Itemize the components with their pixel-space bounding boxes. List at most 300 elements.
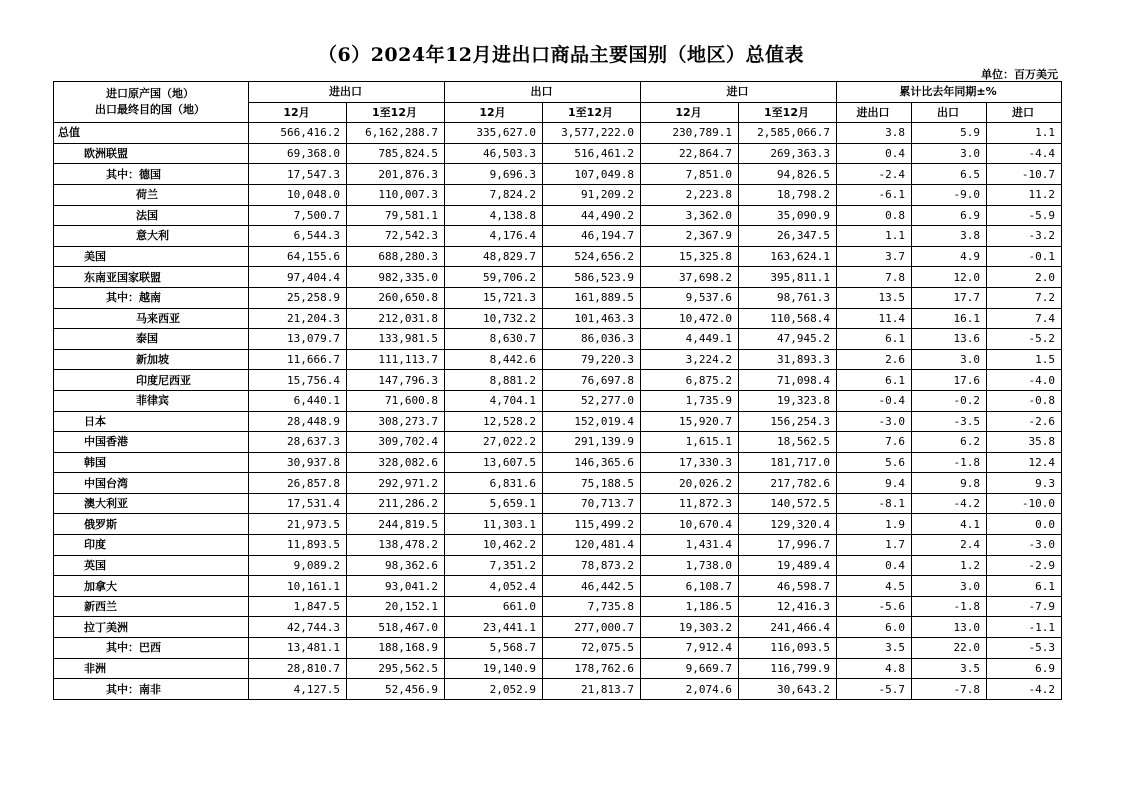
- value-cell: 31,893.3: [739, 349, 837, 370]
- row-label: 印度尼西亚: [54, 370, 249, 391]
- value-cell: 161,889.5: [543, 287, 641, 308]
- value-cell: 11,893.5: [249, 535, 347, 556]
- value-cell: -3.2: [987, 226, 1062, 247]
- value-cell: -2.9: [987, 555, 1062, 576]
- value-cell: -7.9: [987, 596, 1062, 617]
- value-cell: 22.0: [912, 638, 987, 659]
- value-cell: 7,735.8: [543, 596, 641, 617]
- value-cell: 7.4: [987, 308, 1062, 329]
- table-row: [54, 658, 1062, 679]
- value-cell: 7,912.4: [641, 638, 739, 659]
- value-cell: 661.0: [445, 596, 543, 617]
- value-cell: 2,585,066.7: [739, 123, 837, 144]
- table-row: [54, 596, 1062, 617]
- value-cell: 13.6: [912, 329, 987, 350]
- value-cell: 110,568.4: [739, 308, 837, 329]
- value-cell: 93,041.2: [347, 576, 445, 597]
- table-row: [54, 555, 1062, 576]
- value-cell: 2,223.8: [641, 184, 739, 205]
- value-cell: 16.1: [912, 308, 987, 329]
- value-cell: 1.1: [837, 226, 912, 247]
- value-cell: 15,721.3: [445, 287, 543, 308]
- value-cell: 11.2: [987, 184, 1062, 205]
- value-cell: 13,079.7: [249, 329, 347, 350]
- value-cell: 116,093.5: [739, 638, 837, 659]
- value-cell: -0.1: [987, 246, 1062, 267]
- value-cell: -7.8: [912, 679, 987, 700]
- value-cell: 217,782.6: [739, 473, 837, 494]
- trade-table: [53, 81, 1062, 700]
- value-cell: 6.0: [837, 617, 912, 638]
- value-cell: -4.2: [912, 493, 987, 514]
- value-cell: 4,704.1: [445, 390, 543, 411]
- value-cell: 3.5: [912, 658, 987, 679]
- value-cell: 46,503.3: [445, 143, 543, 164]
- value-cell: 244,819.5: [347, 514, 445, 535]
- table-row: [54, 411, 1062, 432]
- value-cell: -6.1: [837, 184, 912, 205]
- value-cell: 1,186.5: [641, 596, 739, 617]
- value-cell: 178,762.6: [543, 658, 641, 679]
- sub-header: 1至12月: [347, 102, 445, 123]
- value-cell: 19,303.2: [641, 617, 739, 638]
- value-cell: 30,643.2: [739, 679, 837, 700]
- table-row: [54, 267, 1062, 288]
- value-cell: 241,466.4: [739, 617, 837, 638]
- value-cell: 52,456.9: [347, 679, 445, 700]
- value-cell: 70,713.7: [543, 493, 641, 514]
- value-cell: 6,162,288.7: [347, 123, 445, 144]
- value-cell: -8.1: [837, 493, 912, 514]
- table-row: [54, 452, 1062, 473]
- value-cell: 9.3: [987, 473, 1062, 494]
- sub-header: 12月: [249, 102, 347, 123]
- value-cell: 19,140.9: [445, 658, 543, 679]
- value-cell: 566,416.2: [249, 123, 347, 144]
- value-cell: 129,320.4: [739, 514, 837, 535]
- value-cell: 4,052.4: [445, 576, 543, 597]
- value-cell: 1,847.5: [249, 596, 347, 617]
- value-cell: 201,876.3: [347, 164, 445, 185]
- value-cell: 147,796.3: [347, 370, 445, 391]
- value-cell: -5.6: [837, 596, 912, 617]
- value-cell: 59,706.2: [445, 267, 543, 288]
- row-label: 泰国: [54, 329, 249, 350]
- value-cell: 163,624.1: [739, 246, 837, 267]
- value-cell: 2,074.6: [641, 679, 739, 700]
- value-cell: 982,335.0: [347, 267, 445, 288]
- value-cell: 44,490.2: [543, 205, 641, 226]
- value-cell: 3.0: [912, 576, 987, 597]
- value-cell: 94,826.5: [739, 164, 837, 185]
- value-cell: 18,562.5: [739, 432, 837, 453]
- value-cell: -0.4: [837, 390, 912, 411]
- value-cell: 10,048.0: [249, 184, 347, 205]
- value-cell: 10,161.1: [249, 576, 347, 597]
- value-cell: 7,351.2: [445, 555, 543, 576]
- value-cell: 1.2: [912, 555, 987, 576]
- table-row: [54, 432, 1062, 453]
- value-cell: -5.3: [987, 638, 1062, 659]
- value-cell: -10.7: [987, 164, 1062, 185]
- value-cell: 212,031.8: [347, 308, 445, 329]
- value-cell: 12,416.3: [739, 596, 837, 617]
- value-cell: 7.6: [837, 432, 912, 453]
- row-label: 荷兰: [54, 184, 249, 205]
- value-cell: 335,627.0: [445, 123, 543, 144]
- value-cell: 35,090.9: [739, 205, 837, 226]
- row-label: 总值: [54, 123, 249, 144]
- value-cell: 3.0: [912, 143, 987, 164]
- value-cell: 6,875.2: [641, 370, 739, 391]
- value-cell: 64,155.6: [249, 246, 347, 267]
- value-cell: 0.8: [837, 205, 912, 226]
- value-cell: 46,194.7: [543, 226, 641, 247]
- row-label: 法国: [54, 205, 249, 226]
- table-row: [54, 493, 1062, 514]
- value-cell: 28,448.9: [249, 411, 347, 432]
- value-cell: 86,036.3: [543, 329, 641, 350]
- table-row: [54, 287, 1062, 308]
- value-cell: 524,656.2: [543, 246, 641, 267]
- value-cell: 10,462.2: [445, 535, 543, 556]
- value-cell: 6.1: [837, 370, 912, 391]
- value-cell: -0.8: [987, 390, 1062, 411]
- value-cell: -9.0: [912, 184, 987, 205]
- value-cell: 2.6: [837, 349, 912, 370]
- value-cell: -5.7: [837, 679, 912, 700]
- value-cell: 7.8: [837, 267, 912, 288]
- table-row: [54, 535, 1062, 556]
- value-cell: 19,323.8: [739, 390, 837, 411]
- table-row: [54, 349, 1062, 370]
- value-cell: 11,872.3: [641, 493, 739, 514]
- value-cell: 13.5: [837, 287, 912, 308]
- table-row: [54, 679, 1062, 700]
- value-cell: 115,499.2: [543, 514, 641, 535]
- value-cell: 17.6: [912, 370, 987, 391]
- value-cell: 6.1: [837, 329, 912, 350]
- value-cell: 4,138.8: [445, 205, 543, 226]
- value-cell: 9,669.7: [641, 658, 739, 679]
- value-cell: 26,857.8: [249, 473, 347, 494]
- value-cell: 1.9: [837, 514, 912, 535]
- value-cell: -1.1: [987, 617, 1062, 638]
- value-cell: 30,937.8: [249, 452, 347, 473]
- value-cell: 20,152.1: [347, 596, 445, 617]
- value-cell: 28,637.3: [249, 432, 347, 453]
- value-cell: 1,615.1: [641, 432, 739, 453]
- table-row: [54, 617, 1062, 638]
- value-cell: 9.8: [912, 473, 987, 494]
- value-cell: 4.1: [912, 514, 987, 535]
- value-cell: -2.6: [987, 411, 1062, 432]
- value-cell: 20,026.2: [641, 473, 739, 494]
- value-cell: 69,368.0: [249, 143, 347, 164]
- value-cell: 12.4: [987, 452, 1062, 473]
- table-row: [54, 123, 1062, 144]
- table-row: [54, 143, 1062, 164]
- value-cell: -1.8: [912, 596, 987, 617]
- table-row: [54, 576, 1062, 597]
- row-label: 美国: [54, 246, 249, 267]
- row-label: 日本: [54, 411, 249, 432]
- sub-header: 进出口: [837, 102, 912, 123]
- value-cell: 295,562.5: [347, 658, 445, 679]
- row-label: 意大利: [54, 226, 249, 247]
- value-cell: 72,542.3: [347, 226, 445, 247]
- value-cell: -5.2: [987, 329, 1062, 350]
- value-cell: 7,824.2: [445, 184, 543, 205]
- value-cell: 46,442.5: [543, 576, 641, 597]
- value-cell: 181,717.0: [739, 452, 837, 473]
- value-cell: -2.4: [837, 164, 912, 185]
- value-cell: 25,258.9: [249, 287, 347, 308]
- value-cell: 21,813.7: [543, 679, 641, 700]
- value-cell: 35.8: [987, 432, 1062, 453]
- value-cell: 188,168.9: [347, 638, 445, 659]
- row-label: 中国台湾: [54, 473, 249, 494]
- value-cell: 1,431.4: [641, 535, 739, 556]
- value-cell: 2.4: [912, 535, 987, 556]
- value-cell: 15,325.8: [641, 246, 739, 267]
- value-cell: 138,478.2: [347, 535, 445, 556]
- value-cell: 516,461.2: [543, 143, 641, 164]
- value-cell: 156,254.3: [739, 411, 837, 432]
- group-header-export: 出口: [445, 82, 641, 103]
- table-row: [54, 329, 1062, 350]
- table-row: [54, 226, 1062, 247]
- value-cell: 91,209.2: [543, 184, 641, 205]
- value-cell: -4.2: [987, 679, 1062, 700]
- value-cell: 79,581.1: [347, 205, 445, 226]
- value-cell: 101,463.3: [543, 308, 641, 329]
- value-cell: 0.4: [837, 143, 912, 164]
- row-header-cell: [54, 82, 249, 123]
- value-cell: 9.4: [837, 473, 912, 494]
- group-header-import: 进口: [641, 82, 837, 103]
- value-cell: 9,537.6: [641, 287, 739, 308]
- value-cell: 0.4: [837, 555, 912, 576]
- table-row: [54, 473, 1062, 494]
- row-label: 欧洲联盟: [54, 143, 249, 164]
- value-cell: 586,523.9: [543, 267, 641, 288]
- unit-label: 单位：百万美元: [981, 68, 1058, 81]
- value-cell: 8,442.6: [445, 349, 543, 370]
- value-cell: 5.9: [912, 123, 987, 144]
- value-cell: 1,735.9: [641, 390, 739, 411]
- row-label: 加拿大: [54, 576, 249, 597]
- value-cell: 21,204.3: [249, 308, 347, 329]
- row-label: 拉丁美洲: [54, 617, 249, 638]
- value-cell: 111,113.7: [347, 349, 445, 370]
- value-cell: 17,996.7: [739, 535, 837, 556]
- sub-header: 进口: [987, 102, 1062, 123]
- value-cell: 260,650.8: [347, 287, 445, 308]
- value-cell: 5.6: [837, 452, 912, 473]
- value-cell: 98,761.3: [739, 287, 837, 308]
- value-cell: 6,108.7: [641, 576, 739, 597]
- value-cell: 2,052.9: [445, 679, 543, 700]
- value-cell: 277,000.7: [543, 617, 641, 638]
- value-cell: -0.2: [912, 390, 987, 411]
- sub-header: 12月: [641, 102, 739, 123]
- value-cell: -3.0: [987, 535, 1062, 556]
- value-cell: 11.4: [837, 308, 912, 329]
- value-cell: 5,568.7: [445, 638, 543, 659]
- value-cell: 688,280.3: [347, 246, 445, 267]
- value-cell: 23,441.1: [445, 617, 543, 638]
- value-cell: 71,098.4: [739, 370, 837, 391]
- sub-header: 1至12月: [543, 102, 641, 123]
- value-cell: 110,007.3: [347, 184, 445, 205]
- table-row: [54, 514, 1062, 535]
- value-cell: 2,367.9: [641, 226, 739, 247]
- value-cell: 0.0: [987, 514, 1062, 535]
- value-cell: 3.8: [837, 123, 912, 144]
- value-cell: 146,365.6: [543, 452, 641, 473]
- value-cell: 3.0: [912, 349, 987, 370]
- table-row: [54, 390, 1062, 411]
- value-cell: 28,810.7: [249, 658, 347, 679]
- value-cell: 47,945.2: [739, 329, 837, 350]
- value-cell: 120,481.4: [543, 535, 641, 556]
- value-cell: 46,598.7: [739, 576, 837, 597]
- table-row: [54, 205, 1062, 226]
- value-cell: 3,577,222.0: [543, 123, 641, 144]
- value-cell: 17.7: [912, 287, 987, 308]
- value-cell: 97,404.4: [249, 267, 347, 288]
- value-cell: 79,220.3: [543, 349, 641, 370]
- row-label: 新西兰: [54, 596, 249, 617]
- row-header-line2: 出口最终目的国（地）: [95, 103, 205, 117]
- value-cell: -1.8: [912, 452, 987, 473]
- value-cell: 52,277.0: [543, 390, 641, 411]
- value-cell: -3.0: [837, 411, 912, 432]
- value-cell: 4.8: [837, 658, 912, 679]
- value-cell: -4.0: [987, 370, 1062, 391]
- value-cell: 4,127.5: [249, 679, 347, 700]
- value-cell: 17,330.3: [641, 452, 739, 473]
- value-cell: 3.5: [837, 638, 912, 659]
- value-cell: 6.9: [987, 658, 1062, 679]
- value-cell: 4.9: [912, 246, 987, 267]
- table-row: [54, 184, 1062, 205]
- group-header-yoy: 累计比去年同期±%: [837, 82, 1062, 103]
- value-cell: -5.9: [987, 205, 1062, 226]
- value-cell: 6,440.1: [249, 390, 347, 411]
- value-cell: 3.7: [837, 246, 912, 267]
- table-body: [54, 123, 1062, 700]
- value-cell: 152,019.4: [543, 411, 641, 432]
- value-cell: 1,738.0: [641, 555, 739, 576]
- value-cell: 133,981.5: [347, 329, 445, 350]
- value-cell: 6.1: [987, 576, 1062, 597]
- row-label: 非洲: [54, 658, 249, 679]
- value-cell: 13,607.5: [445, 452, 543, 473]
- value-cell: 211,286.2: [347, 493, 445, 514]
- value-cell: 76,697.8: [543, 370, 641, 391]
- value-cell: 2.0: [987, 267, 1062, 288]
- value-cell: 9,696.3: [445, 164, 543, 185]
- header-row-groups: [54, 82, 1062, 103]
- value-cell: 1.7: [837, 535, 912, 556]
- value-cell: 518,467.0: [347, 617, 445, 638]
- sub-header: 出口: [912, 102, 987, 123]
- value-cell: 48,829.7: [445, 246, 543, 267]
- value-cell: 13,481.1: [249, 638, 347, 659]
- value-cell: -4.4: [987, 143, 1062, 164]
- value-cell: 42,744.3: [249, 617, 347, 638]
- value-cell: 309,702.4: [347, 432, 445, 453]
- row-label: 其中：德国: [54, 164, 249, 185]
- row-label: 其中：越南: [54, 287, 249, 308]
- value-cell: 72,075.5: [543, 638, 641, 659]
- value-cell: 292,971.2: [347, 473, 445, 494]
- value-cell: 5,659.1: [445, 493, 543, 514]
- value-cell: 4.5: [837, 576, 912, 597]
- value-cell: 8,630.7: [445, 329, 543, 350]
- value-cell: 6.9: [912, 205, 987, 226]
- value-cell: 7.2: [987, 287, 1062, 308]
- value-cell: 71,600.8: [347, 390, 445, 411]
- value-cell: 98,362.6: [347, 555, 445, 576]
- value-cell: 1.1: [987, 123, 1062, 144]
- value-cell: 10,732.2: [445, 308, 543, 329]
- table-row: [54, 164, 1062, 185]
- row-label: 中国香港: [54, 432, 249, 453]
- value-cell: 12.0: [912, 267, 987, 288]
- value-cell: 18,798.2: [739, 184, 837, 205]
- value-cell: 4,449.1: [641, 329, 739, 350]
- value-cell: 395,811.1: [739, 267, 837, 288]
- value-cell: 15,920.7: [641, 411, 739, 432]
- value-cell: 26,347.5: [739, 226, 837, 247]
- value-cell: 19,489.4: [739, 555, 837, 576]
- value-cell: -10.0: [987, 493, 1062, 514]
- value-cell: 8,881.2: [445, 370, 543, 391]
- value-cell: 22,864.7: [641, 143, 739, 164]
- value-cell: 4,176.4: [445, 226, 543, 247]
- row-label: 英国: [54, 555, 249, 576]
- row-label: 其中：南非: [54, 679, 249, 700]
- sub-header: 1至12月: [739, 102, 837, 123]
- value-cell: 9,089.2: [249, 555, 347, 576]
- row-label: 其中：巴西: [54, 638, 249, 659]
- sub-header: 12月: [445, 102, 543, 123]
- value-cell: 12,528.2: [445, 411, 543, 432]
- value-cell: 116,799.9: [739, 658, 837, 679]
- value-cell: 269,363.3: [739, 143, 837, 164]
- value-cell: 6,831.6: [445, 473, 543, 494]
- row-label: 俄罗斯: [54, 514, 249, 535]
- group-header-total: 进出口: [249, 82, 445, 103]
- value-cell: 7,851.0: [641, 164, 739, 185]
- value-cell: 75,188.5: [543, 473, 641, 494]
- value-cell: 13.0: [912, 617, 987, 638]
- value-cell: 328,082.6: [347, 452, 445, 473]
- value-cell: 17,531.4: [249, 493, 347, 514]
- value-cell: 6.2: [912, 432, 987, 453]
- value-cell: 11,303.1: [445, 514, 543, 535]
- value-cell: 78,873.2: [543, 555, 641, 576]
- row-label: 菲律宾: [54, 390, 249, 411]
- value-cell: 17,547.3: [249, 164, 347, 185]
- value-cell: 37,698.2: [641, 267, 739, 288]
- value-cell: 3,362.0: [641, 205, 739, 226]
- value-cell: 21,973.5: [249, 514, 347, 535]
- value-cell: 10,670.4: [641, 514, 739, 535]
